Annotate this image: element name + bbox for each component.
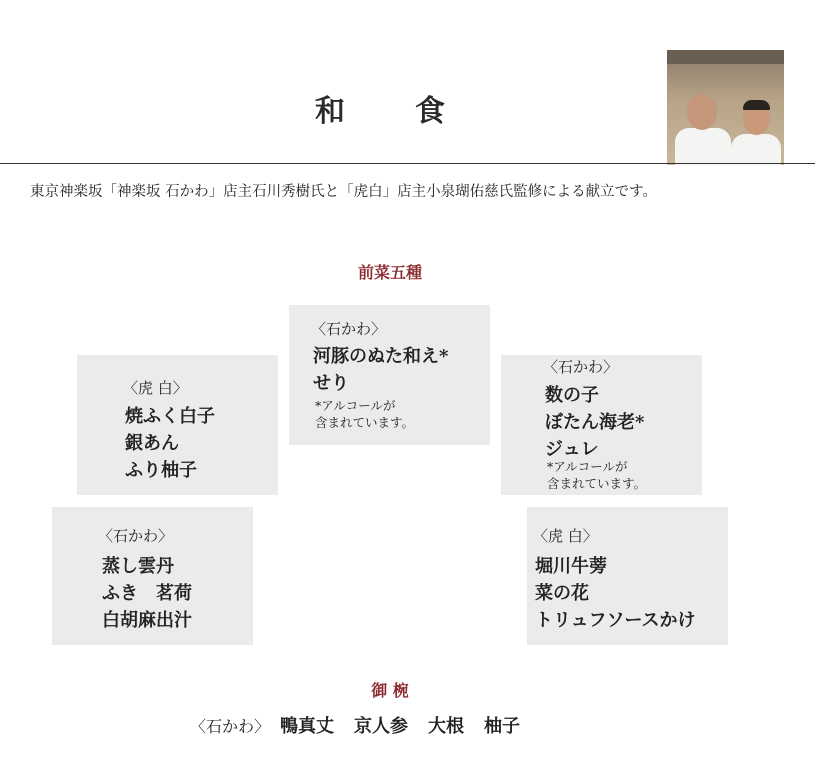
dish-item: ぼたん海老*: [545, 412, 645, 433]
dish-item: 堀川牛蒡: [535, 556, 607, 577]
dish-item: 白胡麻出汁: [102, 610, 192, 631]
dish-list: [125, 403, 215, 484]
dish-item: ジュレ: [545, 439, 599, 460]
appetizer-box: [527, 507, 728, 645]
appetizer-box: [52, 507, 253, 645]
page-title: 和 食: [315, 94, 465, 129]
dish-item: 河豚のぬた和え*: [313, 346, 449, 367]
dish-item: 焼ふく白子: [125, 406, 215, 427]
soup-dish: 大根: [428, 716, 465, 737]
alcohol-note: [547, 458, 646, 492]
dish-item: ふき 茗荷: [102, 583, 192, 604]
soup-dish: 柚子: [484, 716, 521, 737]
soup-line: [190, 712, 630, 738]
dish-item: 菜の花: [535, 583, 589, 604]
dish-list: [313, 343, 448, 397]
soup-heading: 御 椀: [371, 681, 409, 700]
intro-text: 東京神楽坂「神楽坂 石かわ」店主石川秀樹氏と「虎白」店主小泉瑚佑慈氏監修による献立です。: [30, 184, 657, 200]
dish-item: 数の子: [545, 385, 599, 406]
dish-list: [535, 553, 696, 634]
shop-label: 〈石かわ〉: [190, 717, 271, 736]
dish-list: [545, 382, 644, 463]
alcohol-note: [315, 397, 414, 431]
note-line: 含まれています。: [547, 476, 647, 491]
appetizer-box: [289, 305, 490, 445]
shop-label: 〈石かわ〉: [98, 527, 174, 545]
header-divider: [0, 163, 815, 164]
shop-label: 〈虎 白〉: [533, 527, 598, 545]
dish-item: 蒸し雲丹: [102, 556, 174, 577]
shop-label: 〈石かわ〉: [311, 320, 387, 338]
appetizer-box: [501, 355, 702, 495]
shop-label: 〈虎 白〉: [123, 379, 188, 397]
dish-item: 銀あん: [125, 433, 179, 454]
dish-item: トリュフソースかけ: [535, 610, 696, 631]
dish-item: ふり柚子: [125, 460, 197, 481]
dish-list: [102, 553, 192, 634]
note-line: *アルコールが: [315, 398, 396, 413]
note-line: *アルコールが: [547, 459, 628, 474]
chefs-photo: [667, 50, 784, 165]
soup-dish: 京人参: [354, 716, 409, 737]
soup-dish: 鴨真丈: [280, 716, 335, 737]
note-line: 含まれています。: [315, 415, 415, 430]
appetizer-heading: 前菜五種: [357, 263, 422, 282]
dish-item: せり: [313, 373, 349, 394]
appetizer-box: [77, 355, 278, 495]
shop-label: 〈石かわ〉: [543, 358, 619, 376]
